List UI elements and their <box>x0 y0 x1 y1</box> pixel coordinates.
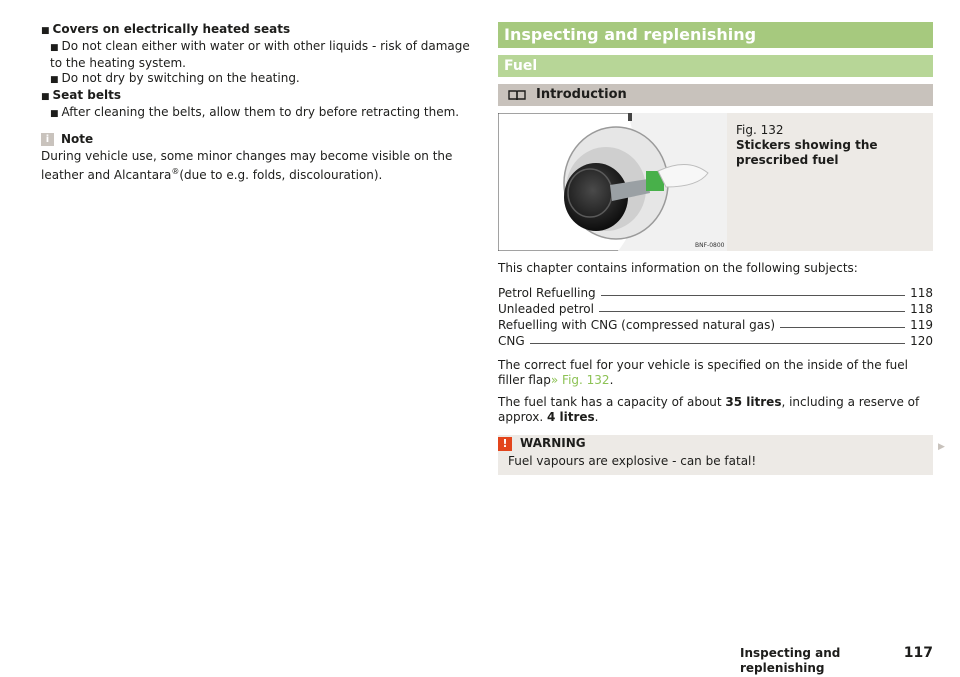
left-column <box>41 22 471 183</box>
toc-item[interactable]: Refuelling with CNG (compressed natural gas) 119 <box>498 318 933 332</box>
tank-capacity-paragraph: The fuel tank has a capacity of about 35 litres, including a reserve of approx. 4 litres. <box>498 395 920 424</box>
figure-link[interactable]: » Fig. 132 <box>550 373 610 387</box>
figure-caption: Stickers showing the prescribed fuel <box>736 138 878 167</box>
page-number: 117 <box>903 645 933 661</box>
figure-caption-block <box>736 123 926 168</box>
image-code: BNF-0800 <box>695 242 725 249</box>
footer-title: Inspecting and replenishing <box>740 646 841 675</box>
warning-heading <box>498 435 933 452</box>
fuel-filler-flap-image <box>498 113 727 251</box>
figure-132 <box>498 113 933 251</box>
page-footer <box>740 646 933 676</box>
toc-item[interactable]: Unleaded petrol 118 <box>498 302 933 316</box>
note-label: Note <box>61 132 94 146</box>
section-title: Inspecting and replenishing <box>498 22 933 48</box>
toc-item[interactable]: CNG 120 <box>498 334 933 348</box>
table-of-contents <box>498 285 933 349</box>
info-icon: i <box>41 133 54 146</box>
figure-number: Fig. 132 <box>736 123 784 137</box>
warning-icon: ! <box>498 437 512 451</box>
fuel-spec-paragraph: The correct fuel for your vehicle is specified on the inside of the fuel filler flap» Fig. 132. <box>498 358 908 387</box>
seatbelts-heading: ■ Seat belts <box>41 88 122 102</box>
continue-arrow-icon: ▶ <box>938 442 945 452</box>
toc-item[interactable]: Petrol Refuelling 118 <box>498 286 933 300</box>
warning-label: WARNING <box>520 436 586 450</box>
seatbelts-item-1: ■ After cleaning the belts, allow them to dry before retracting them. <box>50 105 460 119</box>
note-text: During vehicle use, some minor changes may become visible on the leather and Alcantara®(due to e.g. folds, discolouration). <box>41 149 453 182</box>
warning-text: Fuel vapours are explosive - can be fatal! <box>508 454 757 468</box>
subsection-title: Fuel <box>498 55 933 77</box>
introduction-heading: Introduction <box>498 84 933 106</box>
open-book-icon <box>508 89 526 101</box>
covers-item-2: ■ Do not dry by switching on the heating. <box>50 71 300 85</box>
covers-heading: ■ Covers on electrically heated seats <box>41 22 291 36</box>
warning-box <box>498 435 933 475</box>
covers-item-1: ■ Do not clean either with water or with other liquids - risk of damage to the heating system. <box>50 39 470 70</box>
note-heading <box>41 132 471 147</box>
chapter-intro: This chapter contains information on the following subjects: <box>498 261 858 275</box>
right-column <box>498 22 933 475</box>
